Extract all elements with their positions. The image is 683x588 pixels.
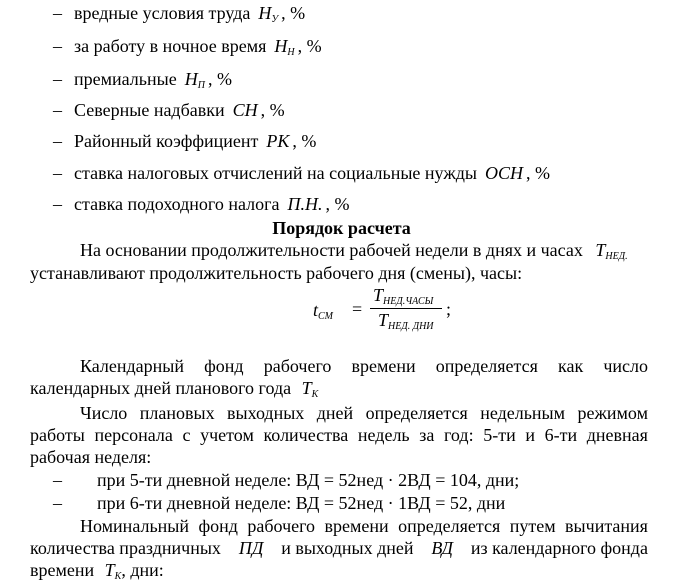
paragraph-4-line-1 [80,515,648,537]
t-ned-symbol: T [595,240,606,260]
word: 5-ти [483,425,516,445]
bullet-unit: , % [281,3,306,23]
bullet-symbol: H [258,3,272,23]
paragraph-4-text-e: , дни: [121,560,164,580]
paragraph-3-line-1 [80,402,648,424]
word: и [525,425,535,445]
bullet-text: за работу в ночное время $H_H$ , % [74,36,322,58]
word: путем [509,516,556,536]
paragraph-4-text-d: времени [30,560,95,580]
bullet-item [0,35,683,57]
dash-marker: – [53,194,62,214]
paragraph-3-line-3: рабочая неделя: [30,447,152,467]
paragraph-2-line-1 [80,355,648,377]
bullet-symbol: H [184,69,198,89]
word: как [558,356,584,376]
word: Календарный [80,356,185,376]
dash-marker: – [53,131,62,151]
word: определяется [365,403,468,423]
word: фонд [198,516,238,536]
bullet-symbol-subscript: H [287,47,295,58]
word: вычитания [565,516,648,536]
paragraph-4-line-2 [30,537,648,559]
word: фонд [204,356,244,376]
word: режимом [577,403,648,423]
bullet-item [0,68,683,90]
word: год: [444,425,474,445]
word: работы [30,425,85,445]
word: дней [316,403,354,423]
bullet-text: вредные условия труда $H_У$ , % [74,3,306,25]
bullet-item [0,162,683,184]
bullet-text: ставка подоходного налога П.Н. , % [74,194,350,214]
dash-marker: – [53,36,62,56]
section-heading: Порядок расчета [272,218,411,238]
word: определяется [398,516,501,536]
formula-end: ; [446,299,452,319]
bullet-symbol: OCH [485,163,524,183]
bullet-text: Районный коэффициент PK , % [74,131,317,151]
bullet-unit: , % [325,194,350,214]
dash-marker: – [53,163,62,183]
word: времени [324,516,389,536]
word: времени [351,356,416,376]
bullet-symbol: PK [266,131,290,151]
bullet-symbol: CH [232,100,258,120]
vd-symbol: ВД [431,538,453,558]
word: недель [357,425,410,445]
bullet-item [0,2,683,24]
paragraph-1-line-2: устанавливают продолжительность рабочего дня (смены), часы: [30,263,523,283]
dash-marker: – [53,3,62,23]
word: рабочего [247,516,316,536]
paragraph-4-line-3 [30,559,164,588]
formula-denominator: $T_{НЕД. ДНИ}$ [378,310,434,332]
paragraph-4-text-c: из календарного фонда [470,538,648,558]
word: рабочего [263,356,332,376]
bullet-text: ставка налоговых отчислений на социальные нужды OCH , % [74,163,551,183]
word: 6-ти [544,425,578,445]
word: учетом [200,425,254,445]
paragraph-4-text-a: количества праздничных [30,538,221,558]
t-k-symbol-2: T [104,560,115,580]
word: недельным [480,403,566,423]
t-k-subscript-2: K [114,571,122,582]
paragraph-3-line-2 [30,424,648,446]
bullet-symbol: П.Н. [287,194,323,214]
bullet-text: премиальные $H_П$ , % [74,69,232,91]
paragraph-2-text: календарных дней планового года [30,378,292,398]
formula-lhs: $t_{СМ}$ [313,300,334,322]
t-ned-subscript: НЕД. [605,251,628,262]
bullet-item [0,193,683,215]
bullet-item [0,99,683,121]
workweek-bullet-text: при 5-ти дневной неделе: ВД = 52нед · 2ВД = 104, дни; [97,470,520,490]
t-k-subscript: K [311,389,319,400]
bullet-unit: , % [297,36,322,56]
workweek-bullet-text: при 6-ти дневной неделе: ВД = 52нед · 1ВД = 52, дни [97,493,506,513]
word: персонала [94,425,173,445]
word: за [419,425,435,445]
formula-equals: = [352,299,363,319]
bullet-unit: , % [260,100,285,120]
dash-marker: – [53,470,62,490]
dash-marker: – [53,493,62,513]
word: число [603,356,648,376]
word: плановых [139,403,215,423]
bullet-unit: , % [207,69,232,89]
paragraph-4-text-b: и выходных дней [281,538,414,558]
bullet-symbol-subscript: П [197,80,205,91]
pd-symbol: ПД [238,538,264,558]
word: с [182,425,191,445]
bullet-item [0,130,683,152]
bullet-text: Северные надбавки CH , % [74,100,285,120]
word: Номинальный [80,516,190,536]
bullet-unit: , % [292,131,317,151]
dash-marker: – [53,100,62,120]
word: выходных [227,403,305,423]
word: дневная [586,425,648,445]
bullet-symbol-subscript: У [271,14,279,25]
fraction-bar [370,308,442,309]
t-k-symbol: T [301,378,312,398]
paragraph-1-text: На основании продолжительности рабочей недели в днях и часах [80,240,583,260]
word: количества [263,425,349,445]
bullet-symbol: H [274,36,288,56]
bullet-unit: , % [526,163,551,183]
dash-marker: – [53,69,62,89]
formula-numerator: $T_{НЕД.ЧАСЫ}$ [373,285,434,307]
word: Число [80,403,128,423]
word: определяется [435,356,538,376]
